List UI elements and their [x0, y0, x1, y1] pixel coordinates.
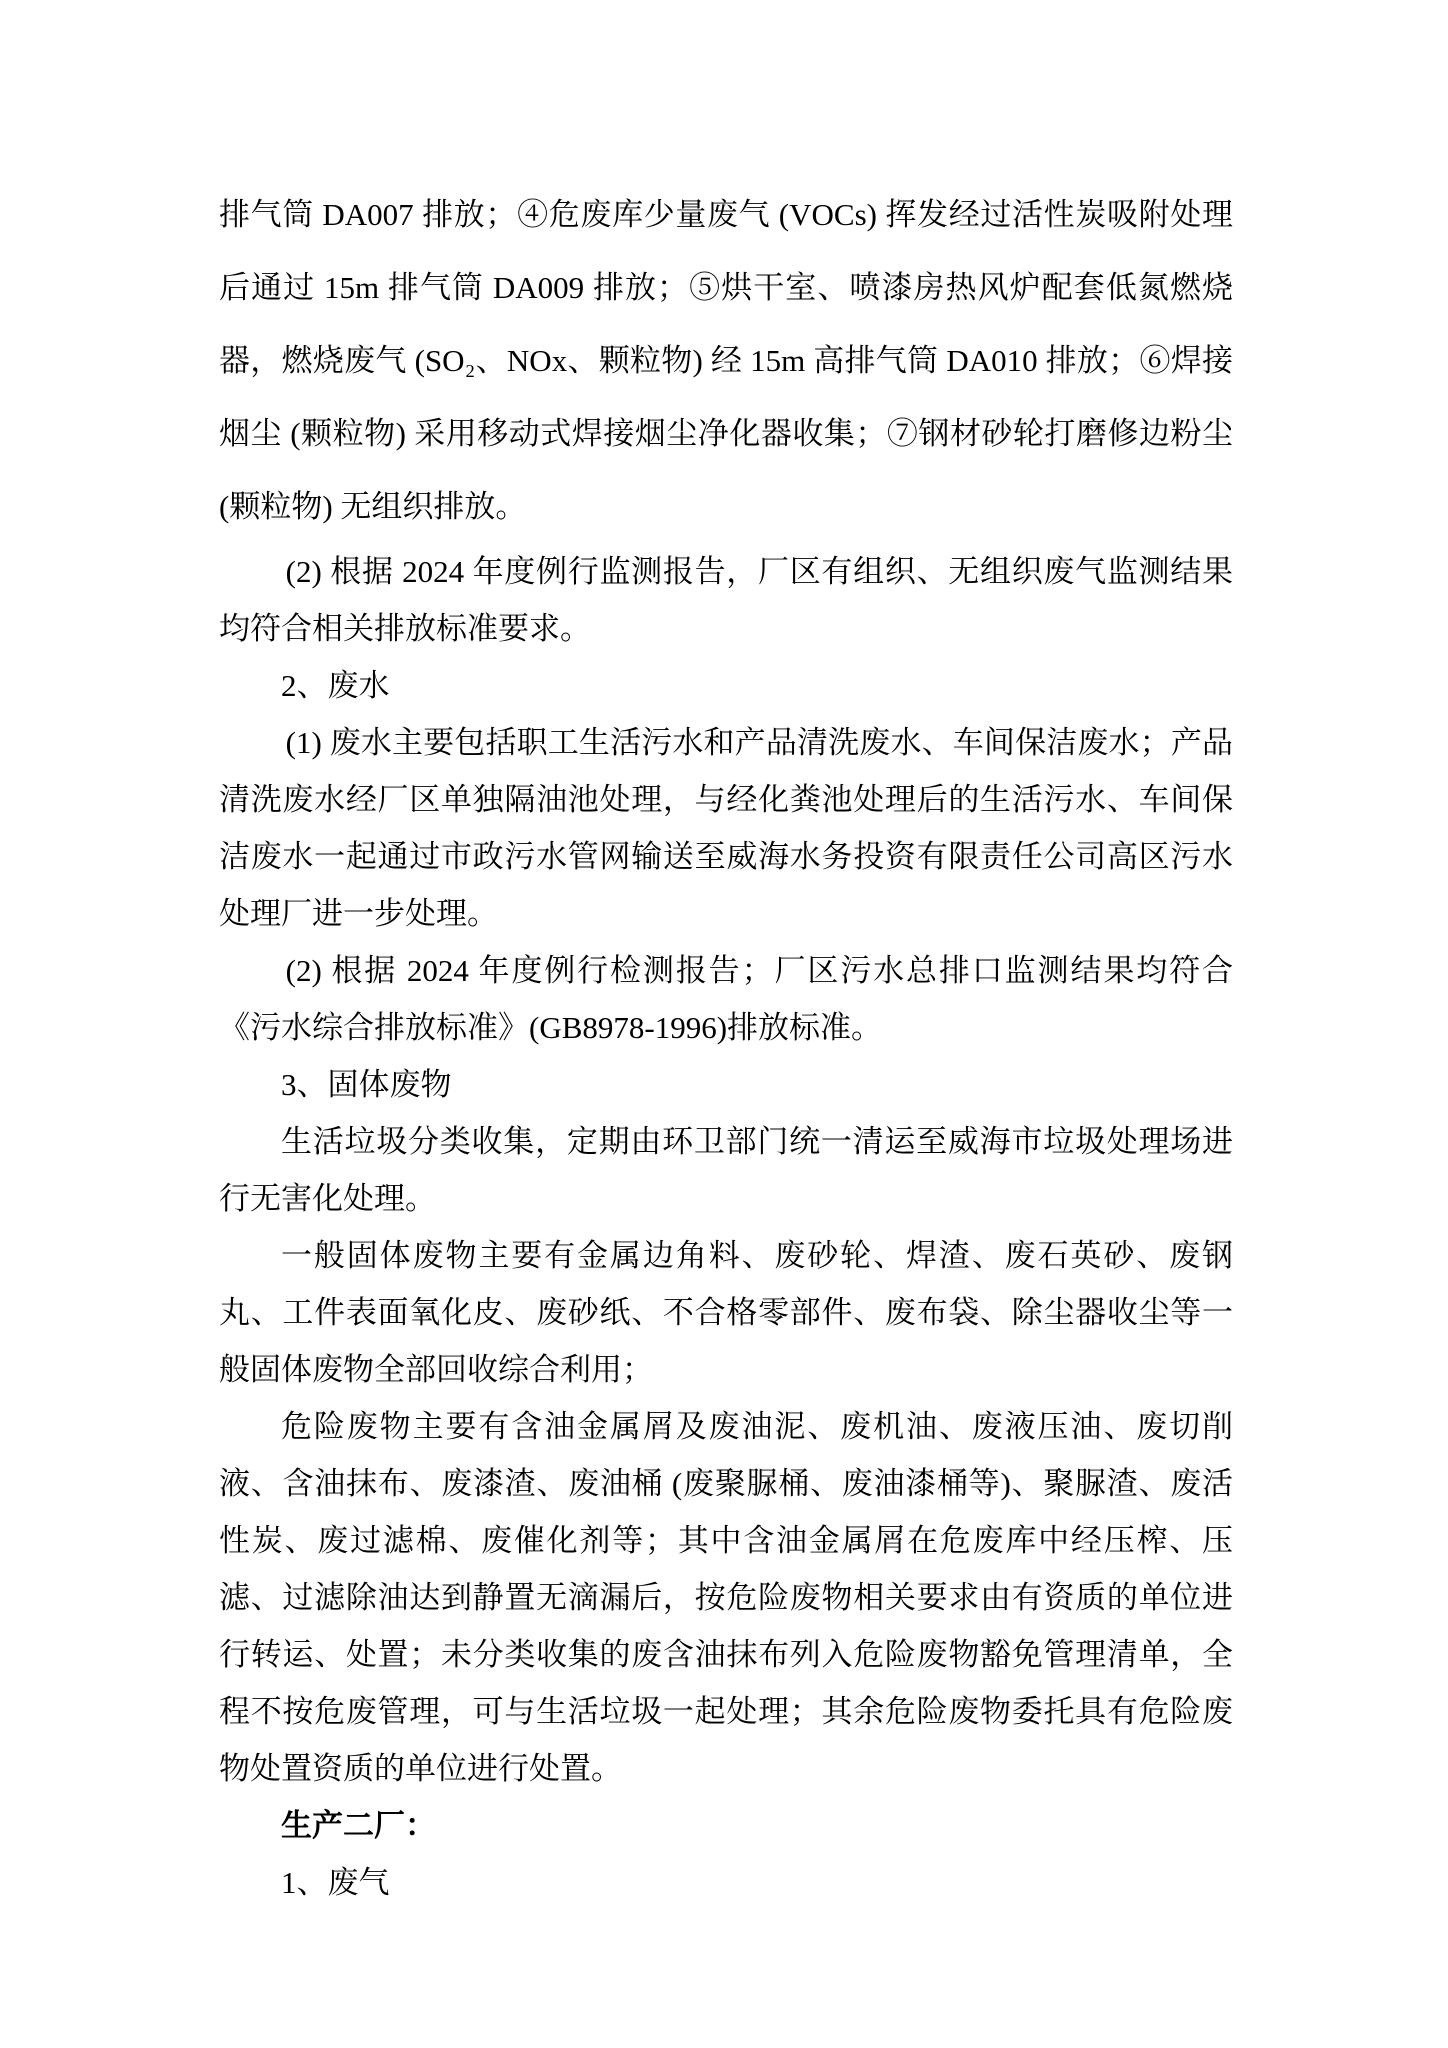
paragraph-exhaust-stacks-continued: 排气筒 DA007 排放；④危废库少量废气 (VOCs) 挥发经过活性炭吸附处理后通过 15m 排气筒 DA009 排放；⑤烘干室、喷漆房热风炉配套低氮燃烧器，燃烧废气 (SO₂、NOx、颗粒物) 经 15m 高排气筒 DA010 排放；⑥焊接烟尘 (颗粒物) 采用移动式焊接烟尘净化器收集；⑦钢材砂轮打磨修边粉尘 (颗粒物) 无组织排放。	[219, 197, 1233, 524]
paragraph-household-garbage: 生活垃圾分类收集，定期由环卫部门统一清运至威海市垃圾处理场进行无害化处理。	[219, 1124, 1233, 1216]
paragraph-general-solid-waste: 一般固体废物主要有金属边角料、废砂轮、焊渣、废石英砂、废钢丸、工件表面氧化皮、废砂纸、不合格零部件、废布袋、除尘器收尘等一般固体废物全部回收综合利用；	[219, 1238, 1233, 1387]
section-heading-waste-gas: 1、废气	[281, 1865, 390, 1900]
section-heading-wastewater: 2、废水	[281, 668, 390, 703]
section-heading-plant-two: 生产二厂：	[281, 1808, 436, 1843]
paragraph-gas-monitoring-result: (2) 根据 2024 年度例行监测报告，厂区有组织、无组织废气监测结果均符合相关排放标准要求。	[219, 554, 1233, 646]
section-heading-solid-waste: 3、固体废物	[281, 1067, 452, 1102]
paragraph-wastewater-monitoring-result: (2) 根据 2024 年度例行检测报告；厂区污水总排口监测结果均符合《污水综合排放标准》(GB8978-1996)排放标准。	[219, 953, 1233, 1045]
paragraph-hazardous-waste: 危险废物主要有含油金属屑及废油泥、废机油、废液压油、废切削液、含油抹布、废漆渣、废油桶 (废聚脲桶、废油漆桶等)、聚脲渣、废活性炭、废过滤棉、废催化剂等；其中含油金属屑在危废库中经压榨、压滤、过滤除油达到静置无滴漏后，按危险废物相关要求由有资质的单位进行转运、处置；未分类收集的废含油抹布列入危险废物豁免管理清单，全程不按危废管理，可与生活垃圾一起处理；其余危险废物委托具有危险废物处置资质的单位进行处置。	[219, 1409, 1233, 1786]
paragraph-wastewater-treatment: (1) 废水主要包括职工生活污水和产品清洗废水、车间保洁废水；产品清洗废水经厂区单独隔油池处理，与经化粪池处理后的生活污水、车间保洁废水一起通过市政污水管网输送至威海水务投资有限责任公司高区污水处理厂进一步处理。	[219, 725, 1233, 931]
